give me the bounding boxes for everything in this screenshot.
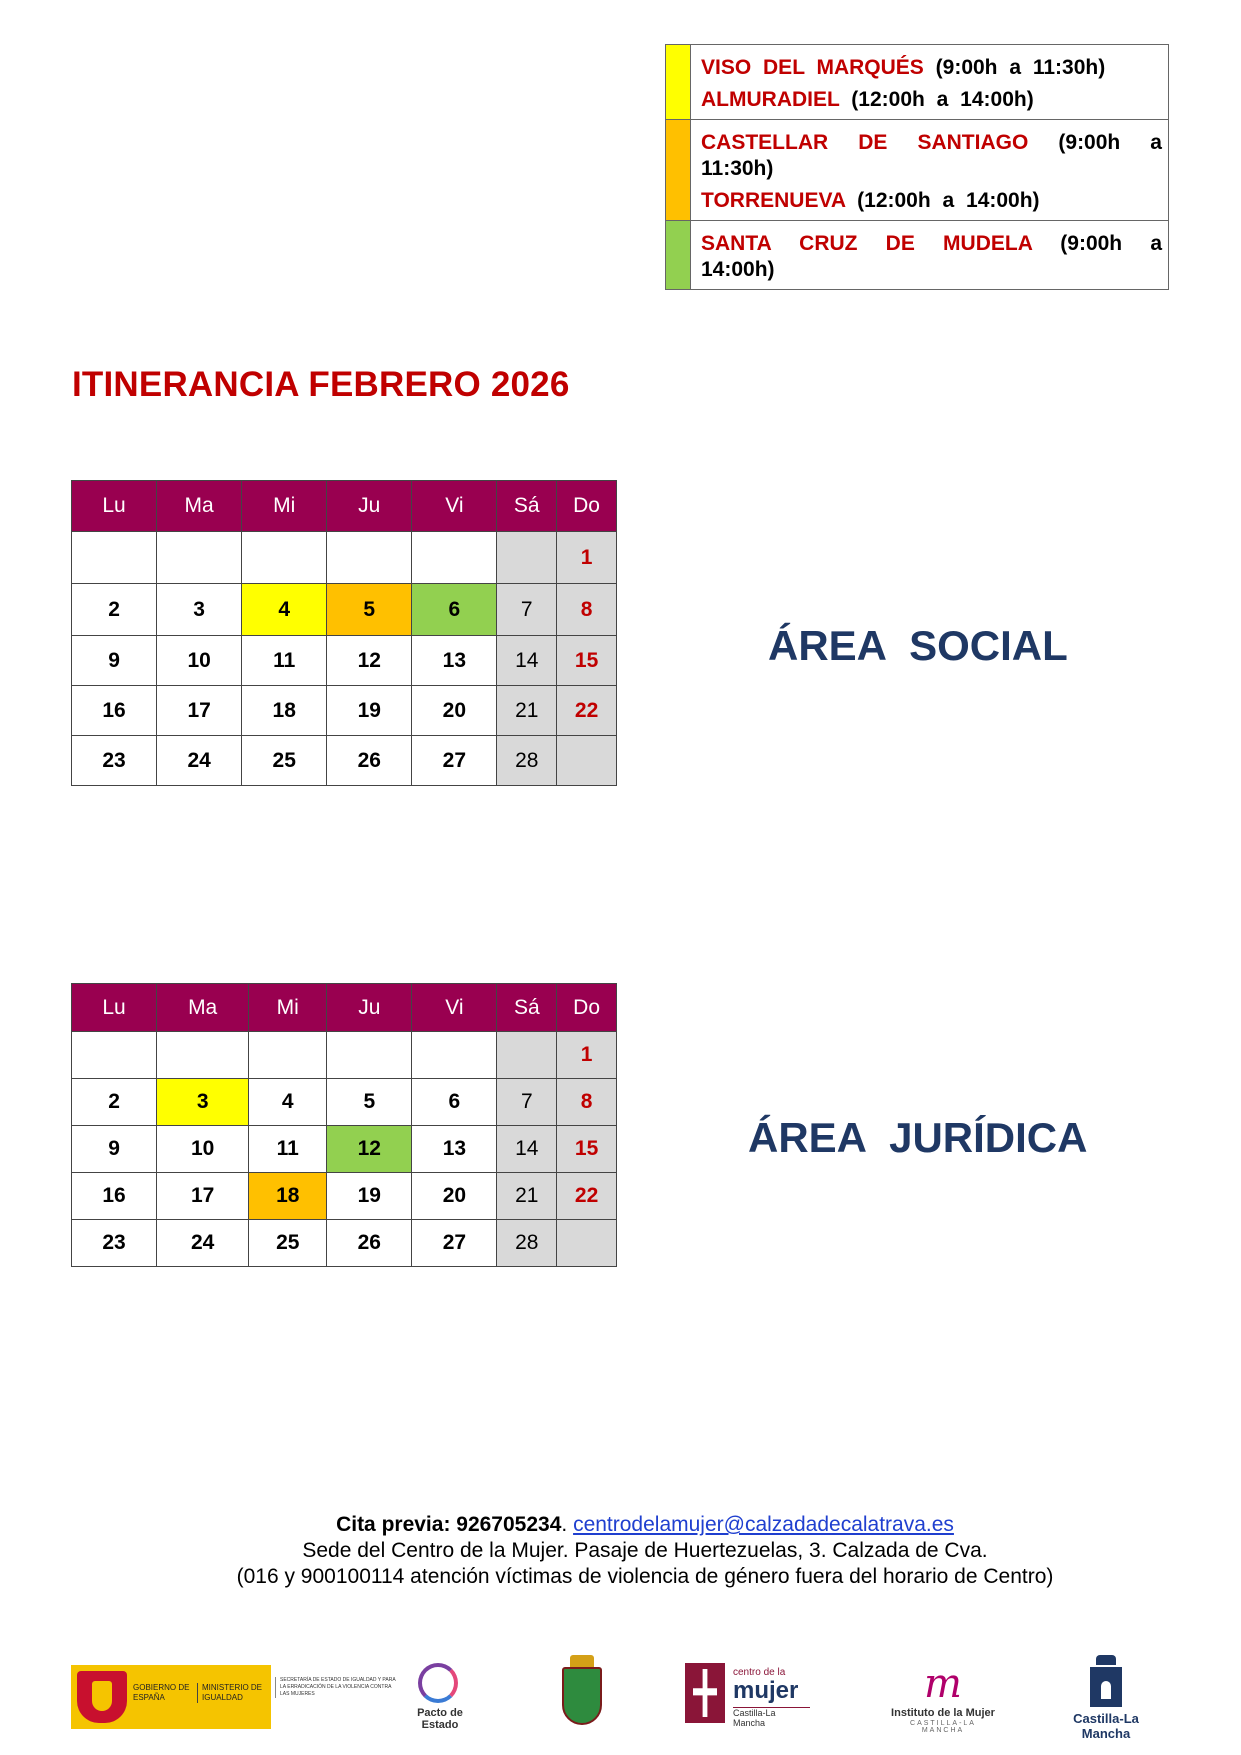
calendar-day-cell: 14 [497, 1126, 557, 1173]
legend-line [701, 188, 1162, 214]
legend-row [666, 45, 1169, 120]
footer-helpline: (016 y 900100114 atención víctimas de violencia de género fuera del horario de Centro) [236, 1565, 1054, 1588]
gobierno-espana-logo: GOBIERNO DE ESPAÑA MINISTERIO DE IGUALDAD [71, 1665, 271, 1729]
calendar-day-cell: 15 [557, 636, 617, 686]
calendar-day-cell [72, 1032, 157, 1079]
calendar-day-cell: 11 [249, 1126, 327, 1173]
legend-color-swatch [666, 45, 691, 120]
legend-table [665, 44, 1169, 290]
calendar-day-cell [412, 1032, 497, 1079]
calendar-day-cell: 1 [557, 1032, 617, 1079]
calendar-day-cell: 7 [497, 584, 557, 636]
calendar-day-cell [157, 532, 242, 584]
legend-hours: (9:00h a 14:00h) [701, 232, 1162, 281]
calendar-day-cell: 13 [412, 1126, 497, 1173]
calendar-day-cell: 15 [557, 1126, 617, 1173]
calendar-day-cell: 21 [497, 686, 557, 736]
calendar-week-row [72, 532, 617, 584]
coat-of-arms-icon [77, 1671, 127, 1723]
legend-color-swatch [666, 120, 691, 221]
legend-line [701, 231, 1162, 283]
weekday-header: Ma [157, 984, 249, 1032]
municipal-coat-of-arms-icon [560, 1655, 604, 1727]
legend-color-swatch [666, 221, 691, 290]
calendar-day-cell [497, 1032, 557, 1079]
calendar-week-row [72, 1173, 617, 1220]
calendar-day-cell: 17 [157, 686, 242, 736]
footer-address: Sede del Centro de la Mujer. Pasaje de Huertezuelas, 3. Calzada de Cva. [302, 1539, 988, 1562]
weekday-header: Ju [327, 984, 412, 1032]
calendar-day-cell: 18 [249, 1173, 327, 1220]
weekday-header: Lu [72, 984, 157, 1032]
calendar-day-cell [412, 532, 497, 584]
footer-line-1: Cita previa: 926705234. centrodelamujer@calzadadecalatrava.es [336, 1513, 954, 1536]
legend-row [666, 221, 1169, 290]
weekday-header: Mi [249, 984, 327, 1032]
weekday-header: Sá [497, 481, 557, 532]
calendar-week-row [72, 1032, 617, 1079]
logo-strip [0, 1655, 1241, 1741]
calendar-week-row [72, 1220, 617, 1267]
legend-hours: (12:00h a 14:00h) [857, 189, 1040, 212]
legend-place: TORRENUEVA [701, 189, 846, 212]
calendar-day-cell: 17 [157, 1173, 249, 1220]
email-link[interactable]: centrodelamujer@calzadadecalatrava.es [573, 1513, 954, 1536]
weekday-header: Sá [497, 984, 557, 1032]
legend-place: ALMURADIEL [701, 88, 840, 111]
calendar-week-row [72, 736, 617, 786]
weekday-header: Ju [327, 481, 412, 532]
weekday-header: Ma [157, 481, 242, 532]
calendar-day-cell: 4 [242, 584, 327, 636]
calendar-area-juridica [71, 983, 617, 1267]
calendar-week-row [72, 1079, 617, 1126]
calendar-day-cell: 11 [242, 636, 327, 686]
calendar-day-cell: 28 [497, 736, 557, 786]
legend-place: CASTELLAR DE SANTIAGO [701, 131, 1029, 154]
calendar-day-cell: 24 [157, 736, 242, 786]
calendar-day-cell: 6 [412, 1079, 497, 1126]
calendar-day-cell: 27 [412, 736, 497, 786]
castle-icon [1090, 1667, 1122, 1707]
calendar-day-cell: 3 [157, 1079, 249, 1126]
legend-hours: (9:00h a 11:30h) [935, 56, 1106, 79]
calendar-day-cell: 9 [72, 636, 157, 686]
calendar-day-cell: 20 [412, 1173, 497, 1220]
weekday-header-row [72, 481, 617, 532]
calendar-day-cell: 12 [327, 1126, 412, 1173]
weekday-header: Lu [72, 481, 157, 532]
calendar-day-cell [557, 1220, 617, 1267]
calendar-day-cell: 18 [242, 686, 327, 736]
secretaria-estado-text: SECRETARÍA DE ESTADO DE IGUALDAD Y PARA LA ERRADICACIÓN DE LA VIOLENCIA CONTRA LAS MUJERES [275, 1677, 400, 1698]
weekday-header: Do [557, 984, 617, 1032]
calendar-day-cell: 24 [157, 1220, 249, 1267]
calendar-day-cell: 8 [557, 1079, 617, 1126]
calendar-day-cell: 2 [72, 1079, 157, 1126]
calendar-day-cell [497, 532, 557, 584]
cita-previa: Cita previa: 926705234 [336, 1513, 562, 1536]
calendar-day-cell: 10 [157, 636, 242, 686]
calendar-day-cell: 27 [412, 1220, 497, 1267]
calendar-day-cell: 14 [497, 636, 557, 686]
legend-place: VISO DEL MARQUÉS [701, 56, 924, 79]
legend-line [701, 130, 1162, 182]
instituto-m-icon: m [924, 1661, 962, 1707]
area-social-label: ÁREA SOCIAL [768, 622, 1068, 669]
calendar-week-row [72, 636, 617, 686]
calendar-day-cell: 4 [249, 1079, 327, 1126]
calendar-day-cell: 21 [497, 1173, 557, 1220]
calendar-day-cell [327, 1032, 412, 1079]
crown-icon [1096, 1655, 1116, 1665]
calendar-week-row [72, 584, 617, 636]
calendar-day-cell: 25 [242, 736, 327, 786]
calendar-day-cell: 6 [412, 584, 497, 636]
calendar-day-cell: 28 [497, 1220, 557, 1267]
calendar-day-cell: 5 [327, 1079, 412, 1126]
calendar-day-cell [249, 1032, 327, 1079]
footer-contact [0, 1512, 1241, 1590]
pacto-ring-icon [418, 1663, 458, 1703]
pacto-estado-logo: Pacto de Estado [400, 1663, 480, 1733]
legend-line [701, 55, 1162, 81]
calendar-day-cell: 23 [72, 1220, 157, 1267]
calendar-day-cell: 2 [72, 584, 157, 636]
castilla-la-mancha-logo: Castilla-La Mancha [1060, 1655, 1152, 1731]
calendar-day-cell: 19 [327, 686, 412, 736]
calendar-day-cell [327, 532, 412, 584]
legend-line [701, 87, 1162, 113]
calendar-area-social [71, 480, 617, 786]
calendar-day-cell: 9 [72, 1126, 157, 1173]
legend-row [666, 120, 1169, 221]
legend-place: SANTA CRUZ DE MUDELA [701, 232, 1033, 255]
calendar-week-row [72, 686, 617, 736]
calendar-day-cell [557, 736, 617, 786]
weekday-header-row [72, 984, 617, 1032]
legend-hours: (12:00h a 14:00h) [851, 88, 1034, 111]
calendar-day-cell [242, 532, 327, 584]
weekday-header: Vi [412, 984, 497, 1032]
instituto-mujer-logo: m Instituto de la Mujer CASTILLA-LA MANCHA [891, 1661, 995, 1734]
calendar-day-cell: 22 [557, 686, 617, 736]
calendar-day-cell: 20 [412, 686, 497, 736]
area-juridica-label: ÁREA JURÍDICA [748, 1114, 1088, 1161]
weekday-header: Vi [412, 481, 497, 532]
calendar-day-cell [157, 1032, 249, 1079]
calendar-day-cell: 7 [497, 1079, 557, 1126]
calendar-day-cell: 3 [157, 584, 242, 636]
calendar-day-cell: 10 [157, 1126, 249, 1173]
calendar-day-cell: 1 [557, 532, 617, 584]
calendar-day-cell: 26 [327, 736, 412, 786]
calendar-day-cell [72, 532, 157, 584]
calendar-week-row [72, 1126, 617, 1173]
page-title: ITINERANCIA FEBRERO 2026 [72, 365, 570, 404]
calendar-day-cell: 5 [327, 584, 412, 636]
weekday-header: Do [557, 481, 617, 532]
calendar-day-cell: 22 [557, 1173, 617, 1220]
calendar-day-cell: 19 [327, 1173, 412, 1220]
centro-mujer-logo: centro de la mujer Castilla-La Mancha [685, 1663, 810, 1725]
calendar-day-cell: 8 [557, 584, 617, 636]
calendar-day-cell: 23 [72, 736, 157, 786]
calendar-day-cell: 16 [72, 1173, 157, 1220]
calendar-day-cell: 16 [72, 686, 157, 736]
legend-hours: (9:00h a 11:30h) [701, 131, 1162, 180]
calendar-day-cell: 25 [249, 1220, 327, 1267]
calendar-day-cell: 13 [412, 636, 497, 686]
weekday-header: Mi [242, 481, 327, 532]
centro-mujer-mark-icon [685, 1663, 725, 1723]
calendar-day-cell: 26 [327, 1220, 412, 1267]
calendar-day-cell: 12 [327, 636, 412, 686]
